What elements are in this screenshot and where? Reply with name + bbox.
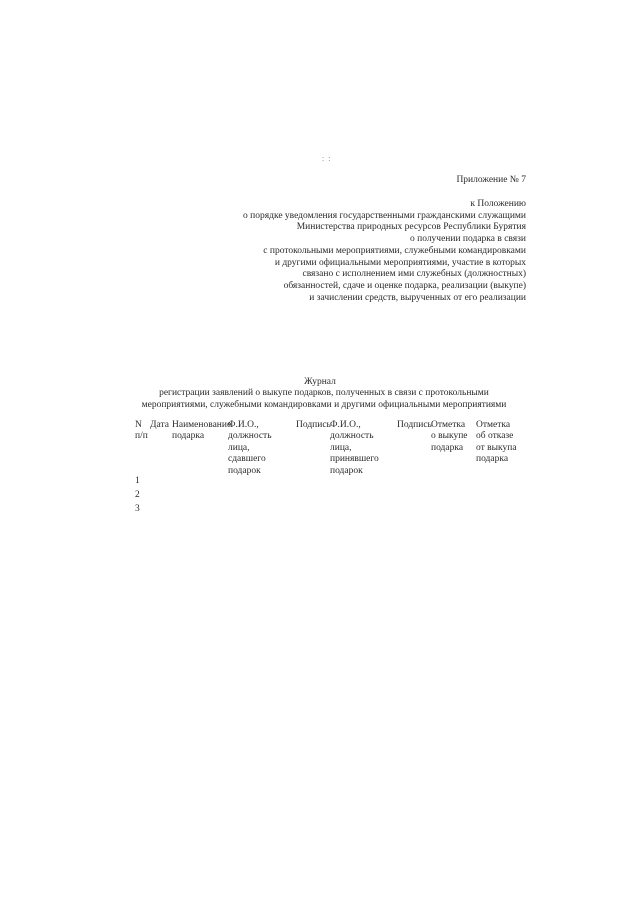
page-marker: : : xyxy=(322,154,332,163)
column-header-gift-name: Наименование подарка xyxy=(172,420,232,442)
column-header-purchase-mark: Отметка о выкупе подарка xyxy=(431,420,468,453)
journal-subtitle-line: регистрации заявлений о выкупе подарков, полученных в связи с протокольными xyxy=(159,388,489,398)
column-header-receiver-signature: Подпись xyxy=(397,420,432,430)
reference-line: и другими официальными мероприятиями, участие в которых xyxy=(274,257,526,268)
table-row-number: 3 xyxy=(135,504,140,514)
column-header-giver: Ф.И.О., должность лица, сдавшего подарок xyxy=(228,420,272,476)
journal-title: Журнал xyxy=(304,377,336,387)
reference-line: к Положению xyxy=(470,199,526,209)
reference-line: Министерства природных ресурсов Республики Бурятия xyxy=(296,222,526,233)
reference-line: о порядке уведомления государственными гражданскими служащими xyxy=(243,210,526,221)
reference-line: связано с исполнением ими служебных (должностных) xyxy=(302,269,526,280)
table-row-number: 2 xyxy=(135,490,140,500)
journal-subtitle-line: мероприятиями, служебными командировками и другими официальными мероприятиями xyxy=(141,400,507,410)
appendix-reference xyxy=(106,199,526,304)
column-header-date: Дата xyxy=(150,420,169,430)
reference-line: и зачислении средств, вырученных от его реализации xyxy=(309,292,526,303)
column-header-receiver: Ф.И.О., должность лица, принявшего подарок xyxy=(330,420,379,476)
reference-line: обязанностей, сдаче и оценке подарка, реализации (выкупе) xyxy=(283,280,526,291)
column-header-number: N п/п xyxy=(135,420,148,442)
appendix-number: Приложение № 7 xyxy=(456,175,526,185)
table-row-number: 1 xyxy=(135,476,140,486)
reference-line: о получении подарка в связи xyxy=(409,234,526,245)
column-header-giver-signature: Подпись xyxy=(296,420,331,430)
journal-subtitle xyxy=(122,387,526,411)
reference-line: с протокольными мероприятиями, служебными командировками xyxy=(263,245,526,256)
column-header-refusal-mark: Отметка об отказе от выкупа подарка xyxy=(476,420,517,465)
